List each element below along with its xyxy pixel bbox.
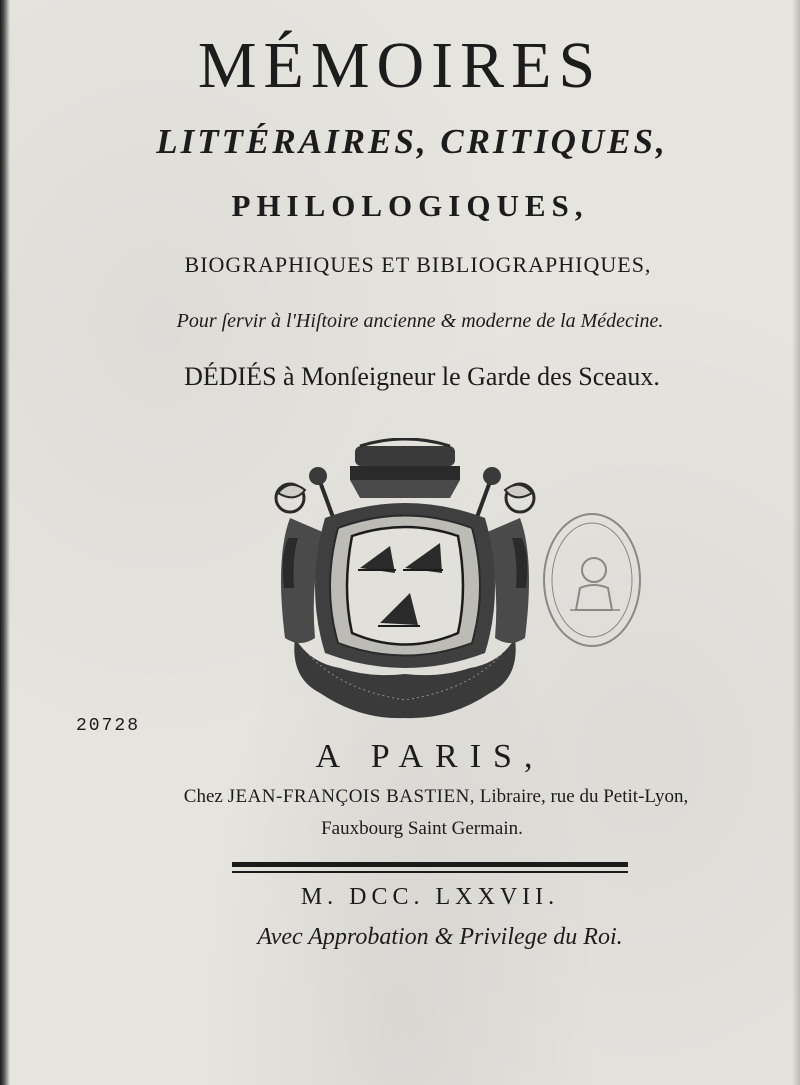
library-stamp-icon (540, 510, 645, 650)
subtitle-line-2: PHILOLOGIQUES, (231, 188, 589, 223)
publication-date: M. DCC. LXXVII. (300, 884, 560, 910)
publisher-line (36, 786, 800, 808)
dedication: DÉDIÉS à Monſeigneur le Garde des Sceaux. (184, 362, 660, 391)
publisher-address: Fauxbourg Saint Germain. (321, 818, 523, 839)
coat-of-arms-icon (270, 438, 540, 723)
book-title: MÉMOIRES (197, 29, 603, 102)
publisher-suffix: Libraire, rue du Petit-Lyon, (479, 786, 689, 807)
publisher-name: JEAN-FRANÇOIS BASTIEN, (227, 786, 476, 807)
subtitle-line-3: BIOGRAPHIQUES ET BIBLIOGRAPHIQUES, (184, 252, 652, 277)
place-of-publication: A PARIS, (315, 738, 545, 775)
subtitle-line-1: LITTÉRAIRES, CRITIQUES, (156, 122, 668, 161)
page-edge-right (792, 0, 800, 1085)
royal-privilege: Avec Approbation & Privilege du Roi. (257, 924, 623, 950)
purpose-statement: Pour ſervir à l'Hiſtoire ancienne & moderne de la Médecine. (176, 310, 664, 332)
publisher-prefix: Chez (183, 786, 223, 807)
divider-rule-thick (232, 862, 628, 867)
shelfmark-number: 20728 (76, 716, 141, 736)
page-edge-left (0, 0, 10, 1085)
divider-rule-thin (232, 871, 628, 873)
